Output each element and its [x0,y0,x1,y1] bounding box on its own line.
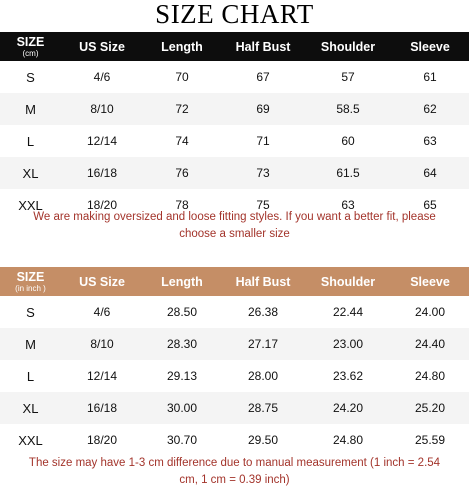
us-size-cell: 8/10 [61,93,143,125]
length-cell: 74 [143,125,221,157]
us-size-cell: 8/10 [61,328,143,360]
length-cell: 28.30 [143,328,221,360]
column-header-sleeve: Sleeve [391,32,469,61]
length-cell: 78 [143,189,221,221]
shoulder-cell: 58.5 [305,93,391,125]
column-header-shoulder: Shoulder [305,267,391,296]
column-header-us-size: US Size [61,267,143,296]
sleeve-cell: 25.20 [391,392,469,424]
table-row [0,93,469,125]
size-table-inch [0,267,469,456]
column-header-us-size: US Size [61,32,143,61]
sleeve-cell: 65 [391,189,469,221]
us-size-cell: 18/20 [61,424,143,456]
us-size-cell: 4/6 [61,61,143,93]
size-cell: L [0,360,61,392]
size-header [0,32,61,61]
sleeve-cell: 63 [391,125,469,157]
table-row [0,360,469,392]
shoulder-cell: 57 [305,61,391,93]
column-header-length: Length [143,267,221,296]
shoulder-cell: 60 [305,125,391,157]
column-header-shoulder: Shoulder [305,32,391,61]
length-cell: 30.70 [143,424,221,456]
size-cell: M [0,328,61,360]
half-bust-cell: 69 [221,93,305,125]
half-bust-cell: 73 [221,157,305,189]
us-size-cell: 4/6 [61,296,143,328]
length-cell: 28.50 [143,296,221,328]
column-header-half-bust: Half Bust [221,267,305,296]
size-cell: XL [0,157,61,189]
fit-note: We are making oversized and loose fitting styles. If you want a better fit, please choose a smaller size [33,211,436,240]
shoulder-cell: 24.20 [305,392,391,424]
column-header-length: Length [143,32,221,61]
half-bust-cell: 28.75 [221,392,305,424]
length-cell: 29.13 [143,360,221,392]
half-bust-cell: 27.17 [221,328,305,360]
table-header-row [0,267,469,296]
size-header-label: SIZE [16,34,45,49]
shoulder-cell: 23.00 [305,328,391,360]
us-size-cell: 18/20 [61,189,143,221]
shoulder-cell: 23.62 [305,360,391,392]
size-cell: XXL [0,189,61,221]
column-header-half-bust: Half Bust [221,32,305,61]
table-row [0,125,469,157]
us-size-cell: 12/14 [61,360,143,392]
sleeve-cell: 25.59 [391,424,469,456]
size-cell: XL [0,392,61,424]
shoulder-cell: 61.5 [305,157,391,189]
us-size-cell: 16/18 [61,392,143,424]
half-bust-cell: 26.38 [221,296,305,328]
sleeve-cell: 24.00 [391,296,469,328]
size-header [0,267,61,296]
table-row [0,392,469,424]
table-header-row [0,32,469,61]
size-cell: S [0,61,61,93]
sleeve-cell: 62 [391,93,469,125]
size-cell: L [0,125,61,157]
size-table-cm [0,32,469,221]
length-cell: 72 [143,93,221,125]
half-bust-cell: 28.00 [221,360,305,392]
sleeve-cell: 61 [391,61,469,93]
shoulder-cell: 63 [305,189,391,221]
table-row [0,296,469,328]
table-row [0,157,469,189]
half-bust-cell: 75 [221,189,305,221]
half-bust-cell: 71 [221,125,305,157]
sleeve-cell: 24.40 [391,328,469,360]
unit-label: (cm) [22,48,39,58]
unit-label: (in inch ) [15,283,46,293]
length-cell: 30.00 [143,392,221,424]
size-header-label: SIZE [16,269,45,284]
size-cell: XXL [0,424,61,456]
us-size-cell: 12/14 [61,125,143,157]
shoulder-cell: 24.80 [305,424,391,456]
sleeve-cell: 24.80 [391,360,469,392]
column-header-sleeve: Sleeve [391,267,469,296]
size-cell: M [0,93,61,125]
half-bust-cell: 67 [221,61,305,93]
sleeve-cell: 64 [391,157,469,189]
length-cell: 76 [143,157,221,189]
measurement-note: The size may have 1-3 cm difference due to manual measurement (1 inch = 2.54 cm, 1 cm = 0.39 inch) [28,457,441,486]
page-title: SIZE CHART [155,0,314,29]
shoulder-cell: 22.44 [305,296,391,328]
length-cell: 70 [143,61,221,93]
us-size-cell: 16/18 [61,157,143,189]
table-row [0,424,469,456]
table-row [0,328,469,360]
size-cell: S [0,296,61,328]
half-bust-cell: 29.50 [221,424,305,456]
table-row [0,61,469,93]
